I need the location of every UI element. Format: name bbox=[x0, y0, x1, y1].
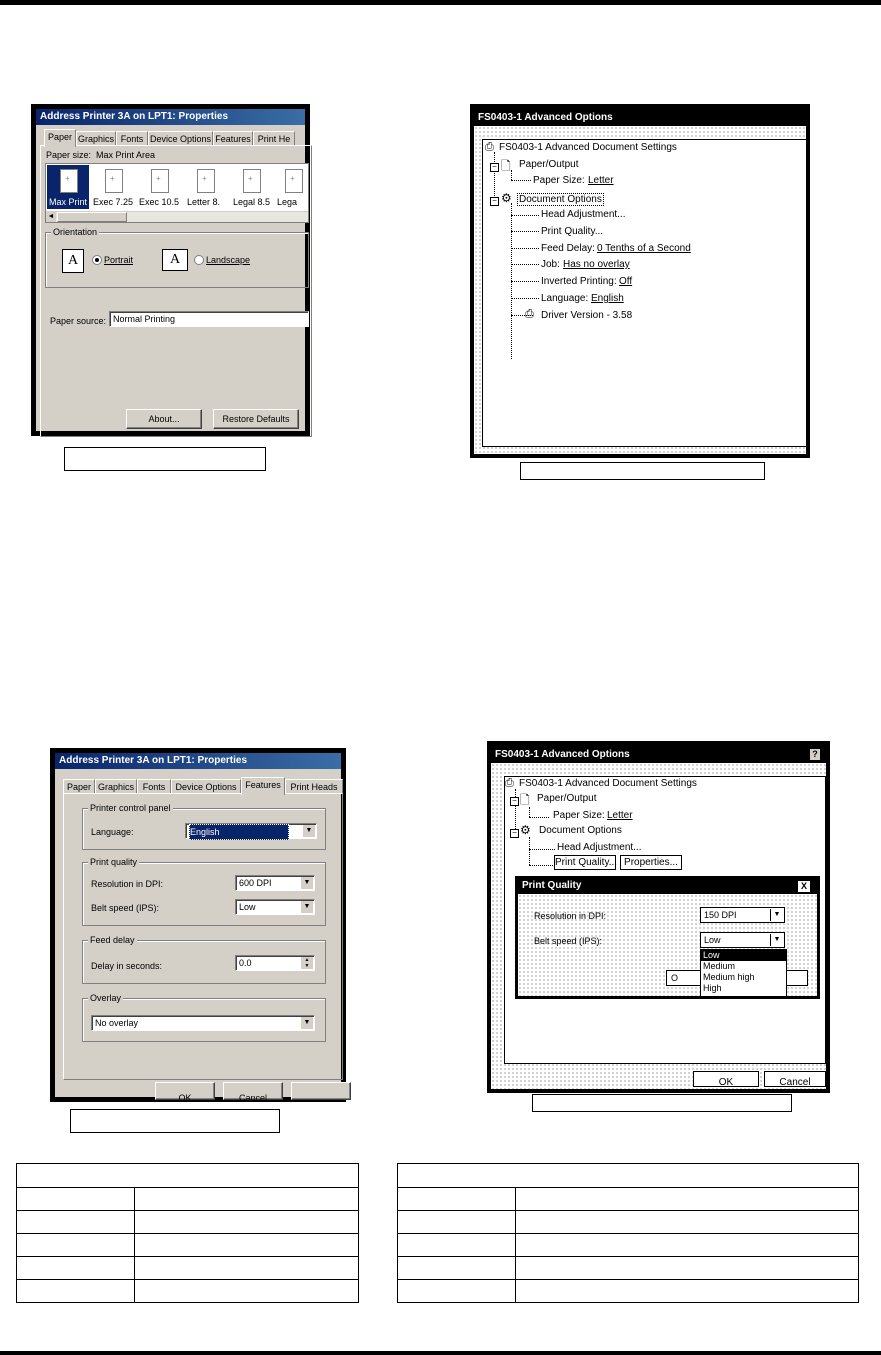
ok-button[interactable]: OK bbox=[693, 1071, 759, 1087]
figure-caption-box bbox=[64, 447, 266, 471]
tree-line bbox=[511, 298, 539, 299]
table-cell bbox=[135, 1211, 359, 1234]
properties-window bbox=[55, 753, 341, 1103]
tree-inverted-label: Inverted Printing: bbox=[541, 276, 617, 287]
tree-line bbox=[529, 817, 549, 818]
table-header-cell bbox=[17, 1164, 359, 1188]
tree-line bbox=[511, 170, 512, 180]
properties-window bbox=[36, 109, 305, 431]
tab-strip bbox=[59, 775, 341, 791]
group-label: Overlay bbox=[90, 993, 122, 1003]
orientation-label: Orientation bbox=[53, 227, 98, 237]
table-row bbox=[17, 1257, 359, 1280]
tree-document-options[interactable]: Document Options bbox=[539, 825, 622, 836]
pq-belt-value: Low bbox=[704, 935, 721, 945]
print-quality-button[interactable]: Print Quality... bbox=[555, 857, 618, 868]
paper-item-label: Max Print bbox=[49, 197, 88, 207]
collapse-icon[interactable]: − bbox=[510, 797, 519, 806]
tree-driver-version: Driver Version - 3.58 bbox=[541, 310, 633, 321]
pq-resolution-select[interactable] bbox=[700, 907, 785, 923]
delay-label: Delay in seconds: bbox=[91, 961, 163, 971]
table-header-row bbox=[398, 1164, 859, 1188]
pq-resolution-value: 150 DPI bbox=[704, 910, 737, 920]
landscape-radio[interactable] bbox=[194, 255, 204, 265]
dropdown-option-medium-high[interactable]: Medium high bbox=[703, 972, 755, 982]
paper-source-value: Normal Printing bbox=[113, 314, 176, 324]
table-cell bbox=[135, 1257, 359, 1280]
tab-fonts[interactable]: Fonts bbox=[116, 131, 148, 146]
restore-defaults-button[interactable]: Restore Defaults bbox=[213, 409, 299, 429]
collapse-icon[interactable]: − bbox=[510, 829, 519, 838]
spin-up-icon[interactable]: ▲ bbox=[301, 957, 313, 963]
tree-paper-output[interactable]: Paper/Output bbox=[537, 793, 597, 804]
pq-resolution-label: Resolution in DPI: bbox=[534, 911, 607, 921]
figure-caption-box bbox=[70, 1109, 280, 1133]
tree-root: FS0403-1 Advanced Document Settings bbox=[499, 142, 677, 153]
cancel-button[interactable]: Cancel bbox=[223, 1082, 283, 1100]
table-cell bbox=[398, 1188, 516, 1211]
tree-job-value[interactable]: Has no overlay bbox=[563, 259, 630, 270]
tree-line bbox=[511, 180, 531, 181]
table-row bbox=[17, 1234, 359, 1257]
feed-delay-group bbox=[82, 935, 326, 984]
tree-feed-delay-label: Feed Delay: bbox=[541, 243, 595, 254]
paper-item-label: Legal 8.5 bbox=[233, 197, 271, 207]
table-cell bbox=[17, 1257, 135, 1280]
ok-button[interactable]: OK bbox=[155, 1082, 215, 1100]
chevron-down-icon[interactable]: ▼ bbox=[302, 825, 315, 837]
tree-paper-output[interactable]: Paper/Output bbox=[519, 159, 579, 170]
table-cell bbox=[516, 1257, 859, 1280]
overlay-select[interactable] bbox=[91, 1015, 315, 1031]
paper-item-exec-725[interactable] bbox=[91, 165, 135, 209]
right-table bbox=[397, 1163, 859, 1303]
table-cell bbox=[516, 1280, 859, 1303]
table-cell bbox=[135, 1234, 359, 1257]
tree-paper-size-value[interactable]: Letter bbox=[588, 175, 614, 186]
printer-control-panel-group bbox=[82, 803, 326, 850]
dialog-body bbox=[518, 894, 817, 996]
table-row bbox=[398, 1188, 859, 1211]
scroll-thumb[interactable] bbox=[57, 212, 127, 222]
paper-source-label: Paper source: bbox=[50, 316, 107, 326]
paper-item-label: Exec 7.25 bbox=[93, 197, 134, 207]
tree-paper-size-value[interactable]: Letter bbox=[607, 810, 633, 821]
table-row bbox=[17, 1188, 359, 1211]
window-title: Address Printer 3A on LPT1: Properties bbox=[55, 753, 341, 769]
table-cell bbox=[516, 1234, 859, 1257]
tab-print-heads[interactable]: Print He bbox=[253, 131, 295, 146]
tree-print-quality[interactable]: Print Quality... bbox=[541, 226, 604, 237]
tree-feed-delay-value[interactable]: 0 Tenths of a Second bbox=[597, 243, 691, 254]
table-cell bbox=[17, 1211, 135, 1234]
help-button[interactable]: ? bbox=[810, 749, 820, 760]
page-icon bbox=[285, 169, 303, 193]
scroll-left-icon[interactable]: ◄ bbox=[47, 213, 55, 220]
tree-line bbox=[511, 264, 539, 265]
pq-ok-button[interactable]: O bbox=[666, 970, 726, 986]
table-row bbox=[398, 1280, 859, 1303]
tree-line bbox=[529, 849, 555, 850]
table-cell bbox=[17, 1188, 135, 1211]
table-cell bbox=[398, 1257, 516, 1280]
table-cell bbox=[398, 1280, 516, 1303]
resolution-select[interactable] bbox=[235, 875, 315, 891]
page-icon: 🗋 bbox=[501, 159, 511, 173]
cancel-button[interactable]: Cancel bbox=[764, 1071, 826, 1087]
tree-language-value[interactable]: English bbox=[591, 293, 624, 304]
page-icon: 🗋 bbox=[520, 793, 530, 807]
left-table bbox=[16, 1163, 359, 1303]
paper-item-label: Exec 10.5 bbox=[139, 197, 180, 207]
tab-device-options[interactable]: Device Options bbox=[171, 779, 241, 794]
language-value: English bbox=[189, 824, 289, 840]
advanced-options-pq-screenshot bbox=[487, 741, 830, 1093]
table-cell bbox=[135, 1188, 359, 1211]
tree-paper-size-label: Paper Size: bbox=[553, 810, 605, 821]
table-cell bbox=[17, 1234, 135, 1257]
overlay-value: No overlay bbox=[95, 1018, 139, 1028]
gear-icon: ⚙ bbox=[520, 823, 531, 837]
page-icon bbox=[197, 169, 215, 193]
print-quality-group bbox=[82, 857, 326, 926]
table-row bbox=[398, 1211, 859, 1234]
paper-item-max-print[interactable] bbox=[47, 165, 89, 209]
tree-inverted-value[interactable]: Off bbox=[619, 276, 633, 287]
landscape-icon: A bbox=[162, 249, 188, 271]
properties-button[interactable]: Properties... bbox=[620, 855, 682, 870]
dialog-title-text: Print Quality bbox=[522, 880, 582, 891]
overlay-group bbox=[82, 993, 326, 1042]
group-label: Print quality bbox=[90, 857, 138, 867]
bottom-rule bbox=[0, 1351, 881, 1355]
tab-strip bbox=[40, 129, 305, 145]
tab-device-options[interactable]: Device Options bbox=[148, 131, 213, 146]
tree-line bbox=[511, 215, 539, 216]
portrait-radio[interactable] bbox=[92, 255, 102, 265]
printer-icon: ⎙ bbox=[485, 141, 494, 153]
page-icon bbox=[60, 169, 78, 193]
figure-caption-box bbox=[532, 1094, 792, 1112]
tab-features[interactable]: Features bbox=[241, 777, 285, 795]
tab-paper[interactable]: Paper bbox=[44, 129, 76, 147]
tree-root: FS0403-1 Advanced Document Settings bbox=[519, 778, 697, 789]
properties-features-screenshot bbox=[50, 748, 346, 1102]
driver-icon: ⎙ bbox=[525, 308, 534, 320]
tab-paper[interactable]: Paper bbox=[63, 779, 95, 794]
chevron-down-icon[interactable]: ▼ bbox=[300, 877, 313, 889]
paper-source-select[interactable] bbox=[109, 311, 309, 327]
advanced-options-screenshot bbox=[470, 104, 810, 458]
tree-line bbox=[511, 281, 539, 282]
table-row bbox=[398, 1234, 859, 1257]
tree-job-label: Job: bbox=[541, 259, 560, 270]
table-cell bbox=[516, 1211, 859, 1234]
page-icon bbox=[243, 169, 261, 193]
resolution-value: 600 DPI bbox=[239, 878, 272, 888]
resolution-label: Resolution in DPI: bbox=[91, 879, 164, 889]
tab-features[interactable]: Features bbox=[213, 131, 253, 146]
table-header-row bbox=[17, 1164, 359, 1188]
window-title: FS0403-1 Advanced Options bbox=[474, 110, 806, 126]
tree-head-adjustment[interactable]: Head Adjustment... bbox=[541, 209, 626, 220]
table-header-cell bbox=[398, 1164, 859, 1188]
group-label: Feed delay bbox=[90, 935, 135, 945]
paper-size-label: Paper size: bbox=[46, 150, 92, 160]
paper-item-legal[interactable] bbox=[229, 165, 273, 209]
table-cell bbox=[398, 1234, 516, 1257]
tree-language-label: Language: bbox=[541, 293, 589, 304]
collapse-icon[interactable]: − bbox=[490, 163, 499, 172]
table-row bbox=[17, 1211, 359, 1234]
chevron-down-icon[interactable]: ▼ bbox=[300, 1017, 313, 1029]
pq-belt-select[interactable] bbox=[700, 932, 785, 948]
belt-speed-dropdown-list bbox=[700, 949, 787, 997]
tab-panel bbox=[40, 145, 312, 437]
horizontal-scrollbar[interactable] bbox=[46, 211, 308, 222]
dropdown-option-medium[interactable]: Medium bbox=[703, 961, 736, 971]
about-button[interactable]: About... bbox=[126, 409, 202, 429]
apply-button[interactable] bbox=[291, 1082, 351, 1100]
tree-line bbox=[529, 865, 555, 866]
tab-graphics[interactable]: Graphics bbox=[95, 779, 137, 794]
table-cell bbox=[17, 1280, 135, 1303]
page-icon bbox=[105, 169, 123, 193]
dialog-title bbox=[518, 878, 817, 894]
orientation-group bbox=[45, 227, 309, 288]
tab-print-heads[interactable]: Print Heads bbox=[285, 779, 343, 794]
portrait-icon: A bbox=[62, 249, 84, 273]
paper-list[interactable] bbox=[45, 163, 309, 223]
language-label: Language: bbox=[91, 827, 134, 837]
belt-speed-value: Low bbox=[239, 902, 256, 912]
tree-paper-size-label: Paper Size: bbox=[533, 175, 585, 186]
page-icon bbox=[151, 169, 169, 193]
tree-line bbox=[511, 248, 539, 249]
belt-speed-select[interactable] bbox=[235, 899, 315, 915]
tree-document-options[interactable]: Document Options bbox=[519, 194, 602, 205]
close-icon[interactable]: X bbox=[797, 880, 811, 893]
settings-tree bbox=[482, 139, 807, 447]
dropdown-option-high[interactable]: High bbox=[703, 983, 722, 993]
table-cell bbox=[516, 1188, 859, 1211]
chevron-down-icon[interactable]: ▼ bbox=[300, 901, 313, 913]
delay-value: 0.0 bbox=[239, 958, 252, 968]
language-select[interactable] bbox=[185, 823, 317, 839]
belt-speed-label: Belt speed (IPS): bbox=[91, 903, 160, 913]
paper-item-label: Lega bbox=[277, 197, 298, 207]
tree-line bbox=[529, 837, 530, 865]
table-row bbox=[398, 1257, 859, 1280]
window-title: Address Printer 3A on LPT1: Properties bbox=[36, 109, 305, 125]
chevron-down-icon[interactable]: ▼ bbox=[770, 909, 783, 921]
chevron-down-icon[interactable]: ▼ bbox=[770, 934, 783, 946]
paper-size-value: Max Print Area bbox=[96, 150, 156, 160]
portrait-label[interactable]: Portrait bbox=[104, 255, 134, 265]
tab-graphics[interactable]: Graphics bbox=[76, 131, 116, 146]
tab-panel bbox=[63, 793, 343, 1080]
table-row bbox=[17, 1280, 359, 1303]
table-cell bbox=[398, 1211, 516, 1234]
paper-item-letter[interactable] bbox=[183, 165, 227, 209]
figure-caption-box bbox=[520, 462, 765, 480]
table-cell bbox=[135, 1280, 359, 1303]
paper-item-label: Letter 8. bbox=[187, 197, 221, 207]
tab-fonts[interactable]: Fonts bbox=[137, 779, 171, 794]
dropdown-option-low[interactable]: Low bbox=[701, 950, 786, 961]
delay-stepper[interactable] bbox=[235, 955, 315, 971]
paper-item-exec-105[interactable] bbox=[137, 165, 181, 209]
top-rule bbox=[0, 0, 881, 5]
window-title bbox=[491, 747, 826, 763]
tree-line bbox=[511, 231, 539, 232]
tree-head-adjustment[interactable]: Head Adjustment... bbox=[557, 842, 642, 853]
gear-icon: ⚙ bbox=[501, 191, 512, 205]
spin-down-icon[interactable]: ▼ bbox=[301, 963, 313, 969]
print-quality-dialog bbox=[515, 876, 820, 999]
paper-item-legal-2[interactable] bbox=[275, 165, 315, 209]
group-label: Printer control panel bbox=[90, 803, 171, 813]
window-title-text: FS0403-1 Advanced Options bbox=[495, 749, 630, 760]
collapse-icon[interactable]: − bbox=[490, 197, 499, 206]
landscape-label[interactable]: Landscape bbox=[206, 255, 251, 265]
printer-icon: ⎙ bbox=[505, 777, 514, 789]
pq-belt-label: Belt speed (IPS): bbox=[534, 936, 603, 946]
properties-paper-screenshot bbox=[31, 104, 310, 436]
